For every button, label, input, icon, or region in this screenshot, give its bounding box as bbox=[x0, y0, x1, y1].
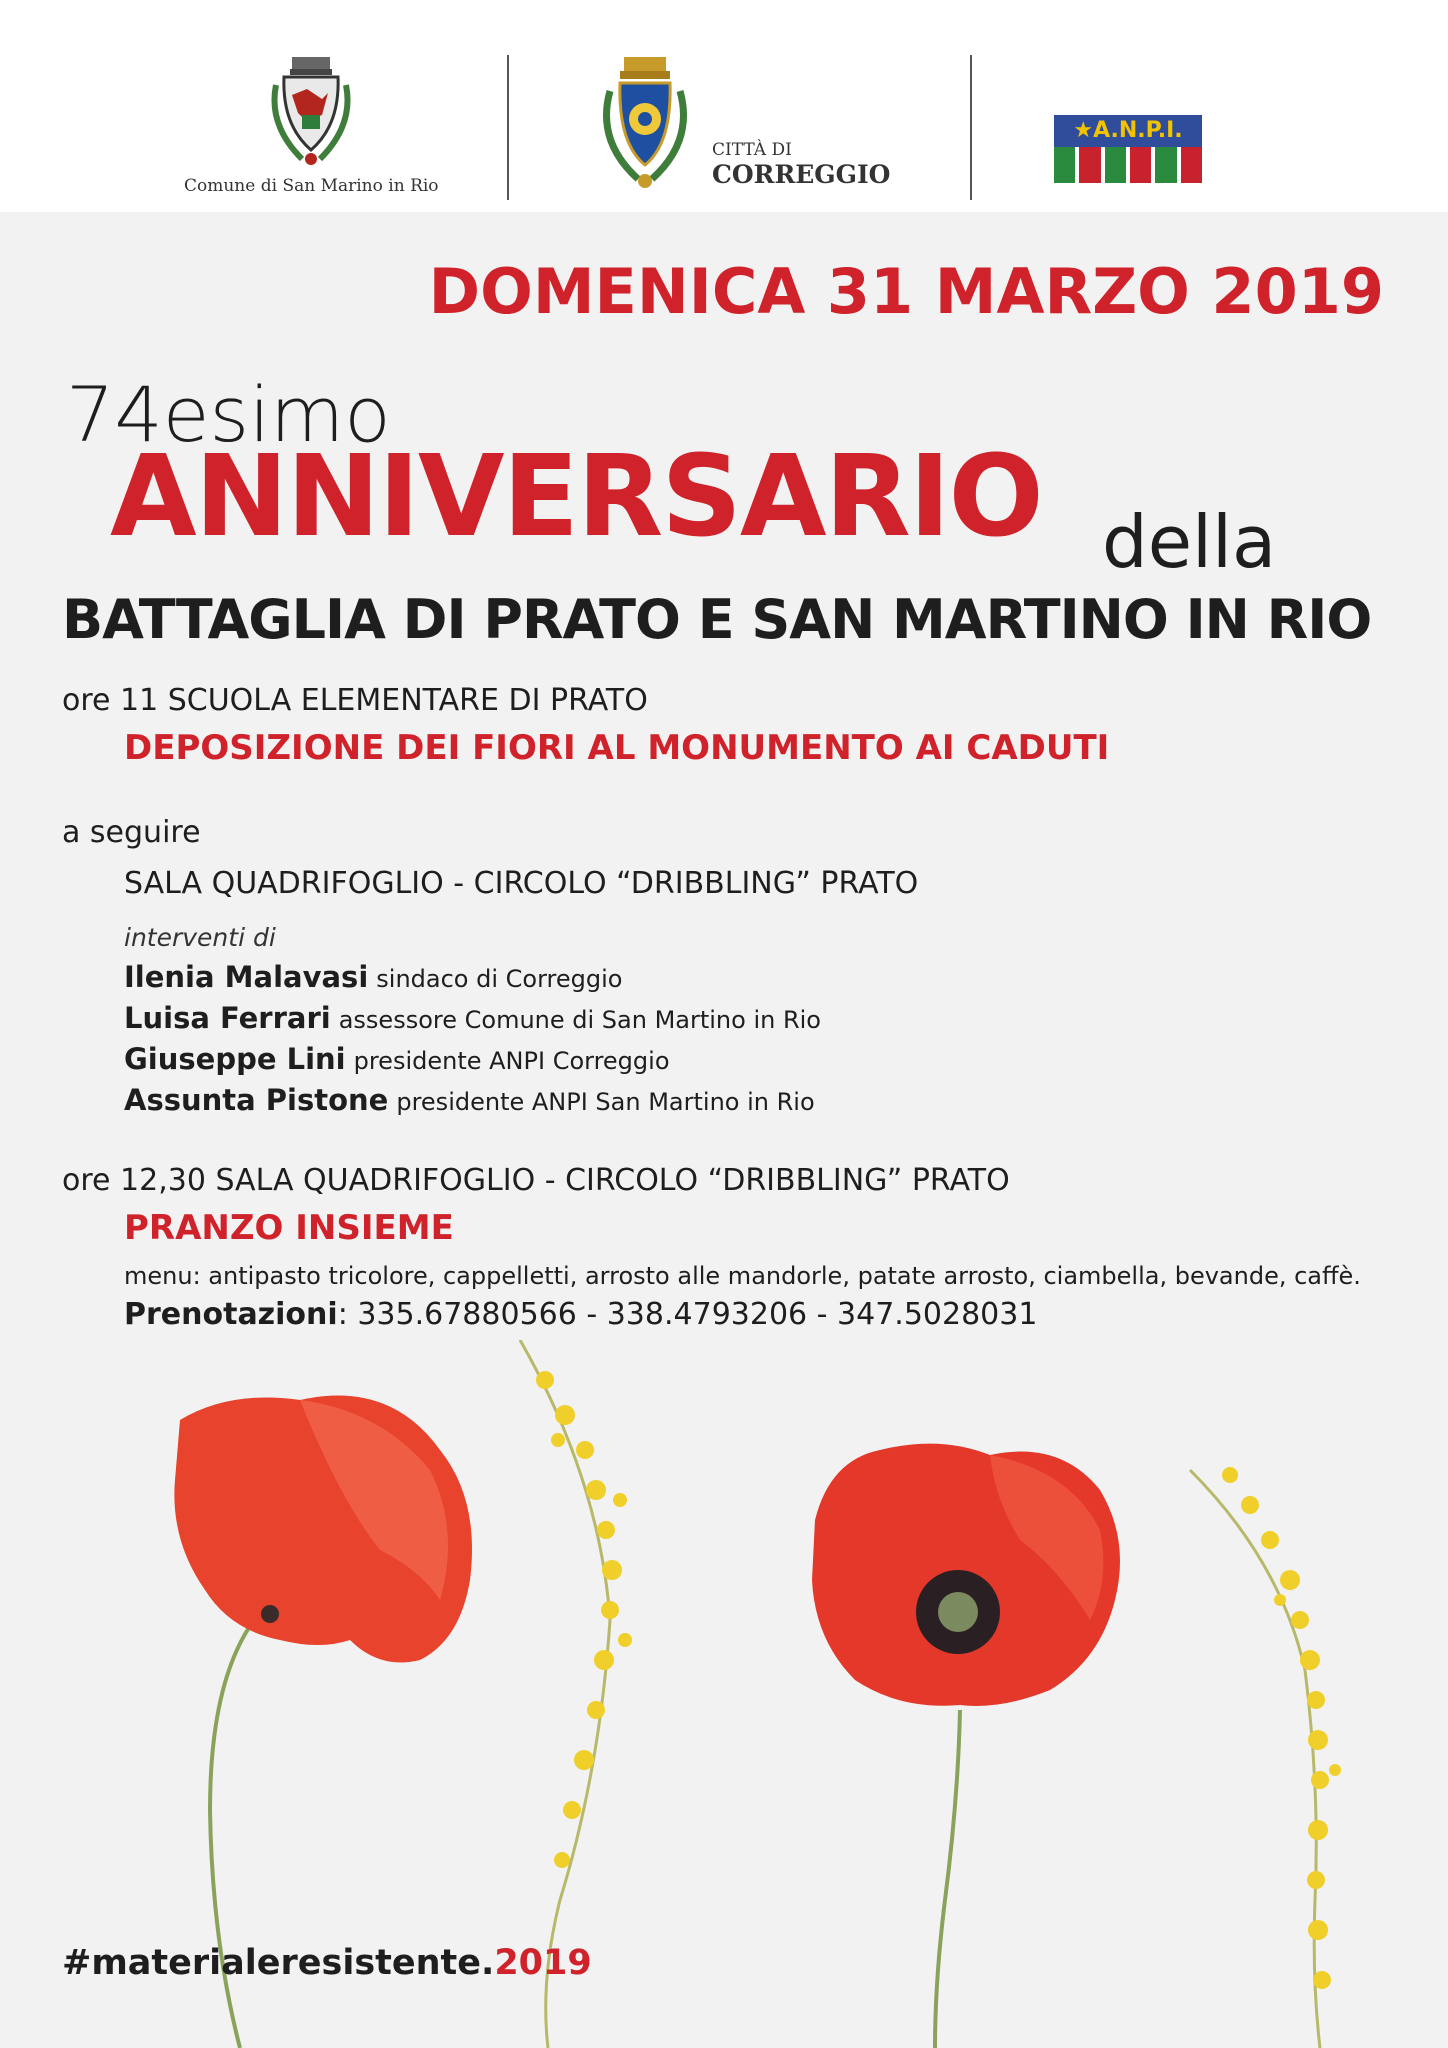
anniversary-title: ANNIVERSARIO bbox=[110, 432, 1042, 562]
event-date: DOMENICA 31 MARZO 2019 bbox=[428, 255, 1384, 328]
speaker-role: presidente ANPI San Martino in Rio bbox=[396, 1088, 815, 1116]
speaker-role: sindaco di Correggio bbox=[376, 965, 623, 993]
della-word: della bbox=[1102, 500, 1277, 584]
booking-label: Prenotazioni bbox=[124, 1297, 338, 1332]
speaker-name: Giuseppe Lini bbox=[124, 1042, 346, 1076]
anpi-badge bbox=[1054, 115, 1202, 183]
yellow-blossoms-right bbox=[1222, 1467, 1341, 1989]
speaker-name: Ilenia Malavasi bbox=[124, 960, 369, 994]
interventions-label: interventi di bbox=[124, 923, 276, 952]
logo-header bbox=[0, 0, 1448, 212]
speaker-role: assessore Comune di San Martino in Rio bbox=[338, 1006, 821, 1034]
first-event-activity: DEPOSIZIONE DEI FIORI AL MONUMENTO AI CADUTI bbox=[124, 728, 1110, 768]
correggio-name: CORREGGIO bbox=[712, 160, 891, 189]
second-venue: SALA QUADRIFOGLIO - CIRCOLO “DRIBBLING” PRATO bbox=[124, 866, 919, 901]
italian-flag-stripes bbox=[1054, 147, 1202, 183]
hashtag bbox=[62, 1943, 592, 1983]
speaker-row bbox=[124, 1001, 821, 1035]
speaker-row bbox=[124, 1083, 815, 1117]
hashtag-text: #materialeresistente. bbox=[62, 1943, 495, 1983]
correggio-city-line: CITTÀ DI bbox=[712, 140, 792, 160]
speaker-role: presidente ANPI Correggio bbox=[353, 1047, 670, 1075]
san-marino-crest-icon bbox=[262, 55, 360, 175]
hashtag-year: 2019 bbox=[494, 1943, 592, 1983]
speaker-name: Luisa Ferrari bbox=[124, 1001, 331, 1035]
speaker-row bbox=[124, 1042, 670, 1076]
san-marino-caption: Comune di San Marino in Rio bbox=[184, 176, 439, 196]
lunch-title: PRANZO INSIEME bbox=[124, 1208, 454, 1248]
lunch-menu: menu: antipasto tricolore, cappelletti, arrosto alle mandorle, patate arrosto, ciambella, bevande, caffè. bbox=[124, 1262, 1361, 1290]
booking-line bbox=[124, 1297, 1037, 1332]
speaker-name: Assunta Pistone bbox=[124, 1083, 389, 1117]
lunch-time-venue: ore 12,30 SALA QUADRIFOGLIO - CIRCOLO “DRIBBLING” PRATO bbox=[62, 1163, 1010, 1198]
booking-numbers: : 335.67880566 - 338.4793206 - 347.5028031 bbox=[337, 1297, 1038, 1332]
battle-title: BATTAGLIA DI PRATO E SAN MARTINO IN RIO bbox=[62, 588, 1372, 651]
anniversary-ordinal: 74esimo bbox=[66, 370, 391, 459]
header-divider bbox=[970, 55, 972, 200]
correggio-crest-icon bbox=[590, 55, 700, 195]
poppies-illustration bbox=[0, 1340, 1448, 2048]
anpi-label: ★A.N.P.I. bbox=[1054, 115, 1202, 147]
first-event-time-venue: ore 11 SCUOLA ELEMENTARE DI PRATO bbox=[62, 683, 648, 718]
header-divider bbox=[507, 55, 509, 200]
yellow-blossoms-left bbox=[536, 1371, 632, 1868]
speaker-row bbox=[124, 960, 622, 994]
follow-label: a seguire bbox=[62, 815, 201, 850]
